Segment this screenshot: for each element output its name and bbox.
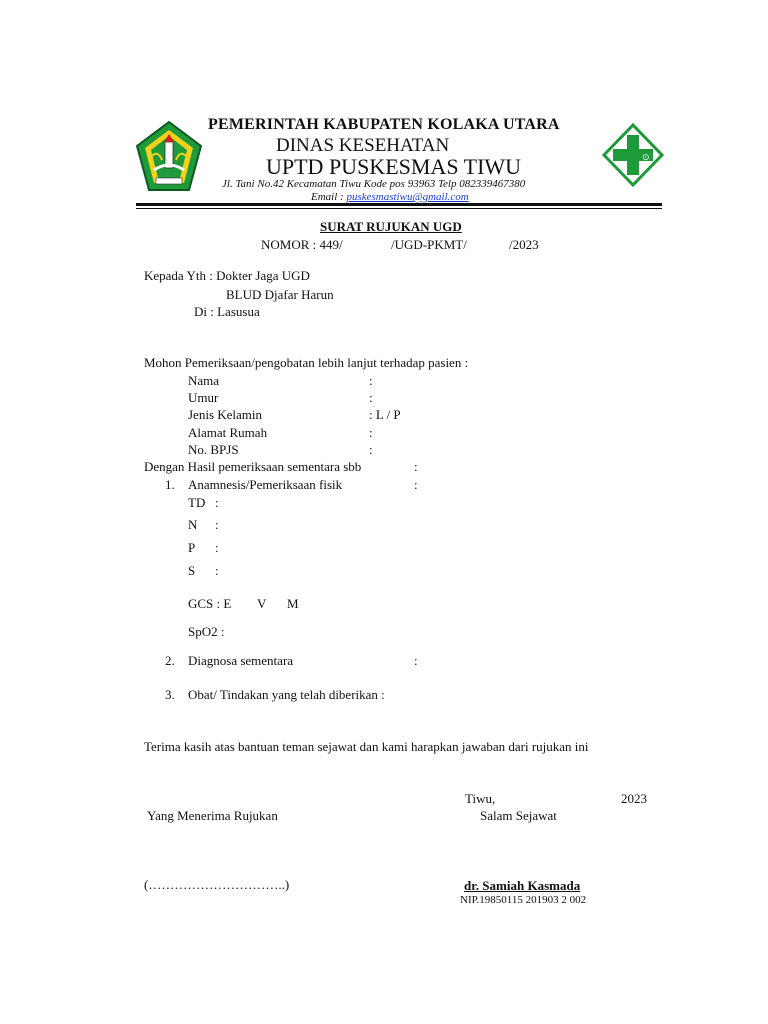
nomor-year: /2023 <box>509 237 539 252</box>
receiver-label: Yang Menerima Rujukan <box>147 808 278 823</box>
item3-label: Obat/ Tindakan yang telah diberikan : <box>188 687 385 702</box>
vital-s-label: S <box>188 563 196 578</box>
header-email-line <box>311 191 469 203</box>
vital-p-colon: : <box>215 540 219 555</box>
doctor-name: dr. Samiah Kasmada <box>464 878 581 893</box>
recipient-kepada: Kepada Yth : Dokter Jaga UGD <box>144 268 310 283</box>
nomor-mid: /UGD-PKMT/ <box>391 237 467 252</box>
item3-number: 3. <box>165 687 175 702</box>
field-value-jenis-kelamin: : L / P <box>369 407 401 422</box>
header-address: Jl. Tani No.42 Kecamatan Tiwu Kode pos 93963 Telp 082339467380 <box>222 178 526 190</box>
field-label-umur: Umur <box>188 390 219 405</box>
item2-colon: : <box>414 653 418 668</box>
item2-label: Diagnosa sementara <box>188 653 294 668</box>
kolaka-utara-emblem-icon <box>134 120 204 194</box>
intro-text: Mohon Pemeriksaan/pengobatan lebih lanjut terhadap pasien : <box>144 355 469 370</box>
email-label: Email : <box>311 191 347 203</box>
vital-td-colon: : <box>215 495 219 510</box>
receiver-signature-blank: (…………………………..) <box>144 877 290 892</box>
hasil-colon: : <box>414 459 418 474</box>
field-label-nama: Nama <box>188 373 220 388</box>
vital-p-label: P <box>188 540 196 555</box>
header-government: PEMERINTAH KABUPATEN KOLAKA UTARA <box>208 116 560 133</box>
gcs-m: M <box>287 596 299 611</box>
field-label-alamat: Alamat Rumah <box>188 425 268 440</box>
header-department: DINAS KESEHATAN <box>276 135 450 156</box>
email-link[interactable]: puskesmastiwu@gmail.com <box>346 191 469 203</box>
doctor-nip: NIP.19850115 201903 2 002 <box>460 894 587 906</box>
nomor-label: NOMOR : 449/ <box>261 237 343 252</box>
letter-title: SURAT RUJUKAN UGD <box>320 219 462 234</box>
recipient-hospital: BLUD Djafar Harun <box>226 287 334 302</box>
vital-s-colon: : <box>215 563 219 578</box>
signature-year: 2023 <box>621 791 647 806</box>
field-label-bpjs: No. BPJS <box>188 442 239 457</box>
signature-place: Tiwu, <box>465 791 496 806</box>
field-value-bpjs: : <box>369 442 373 457</box>
recipient-location: Di : Lasusua <box>194 304 260 319</box>
puskesmas-cross-logo-icon <box>602 123 664 187</box>
gcs-v: V <box>257 596 267 611</box>
logo-mark-text: ⊙ <box>642 153 650 163</box>
item1-label: Anamnesis/Pemeriksaan fisik <box>188 477 343 492</box>
field-value-umur: : <box>369 390 373 405</box>
item1-colon: : <box>414 477 418 492</box>
item2-number: 2. <box>165 653 175 668</box>
salam-sejawat: Salam Sejawat <box>480 808 557 823</box>
field-value-alamat: : <box>369 425 373 440</box>
item1-number: 1. <box>165 477 175 492</box>
closing-text: Terima kasih atas bantuan teman sejawat dan kami harapkan jawaban dari rujukan ini <box>144 739 589 754</box>
right-logo <box>602 123 664 187</box>
header-rule-thick <box>136 203 662 206</box>
gcs-label: GCS : E <box>188 596 232 611</box>
header-institution: UPTD PUSKESMAS TIWU <box>266 154 522 179</box>
left-logo <box>134 120 204 194</box>
hasil-label: Dengan Hasil pemeriksaan sementara sbb <box>144 459 362 474</box>
vital-td-label: TD <box>188 495 206 510</box>
vital-n-label: N <box>188 517 198 532</box>
field-label-jenis-kelamin: Jenis Kelamin <box>188 407 263 422</box>
vital-n-colon: : <box>215 517 219 532</box>
field-value-nama: : <box>369 373 373 388</box>
header-rule-thin <box>136 208 662 209</box>
spo2-label: SpO2 : <box>188 624 225 639</box>
